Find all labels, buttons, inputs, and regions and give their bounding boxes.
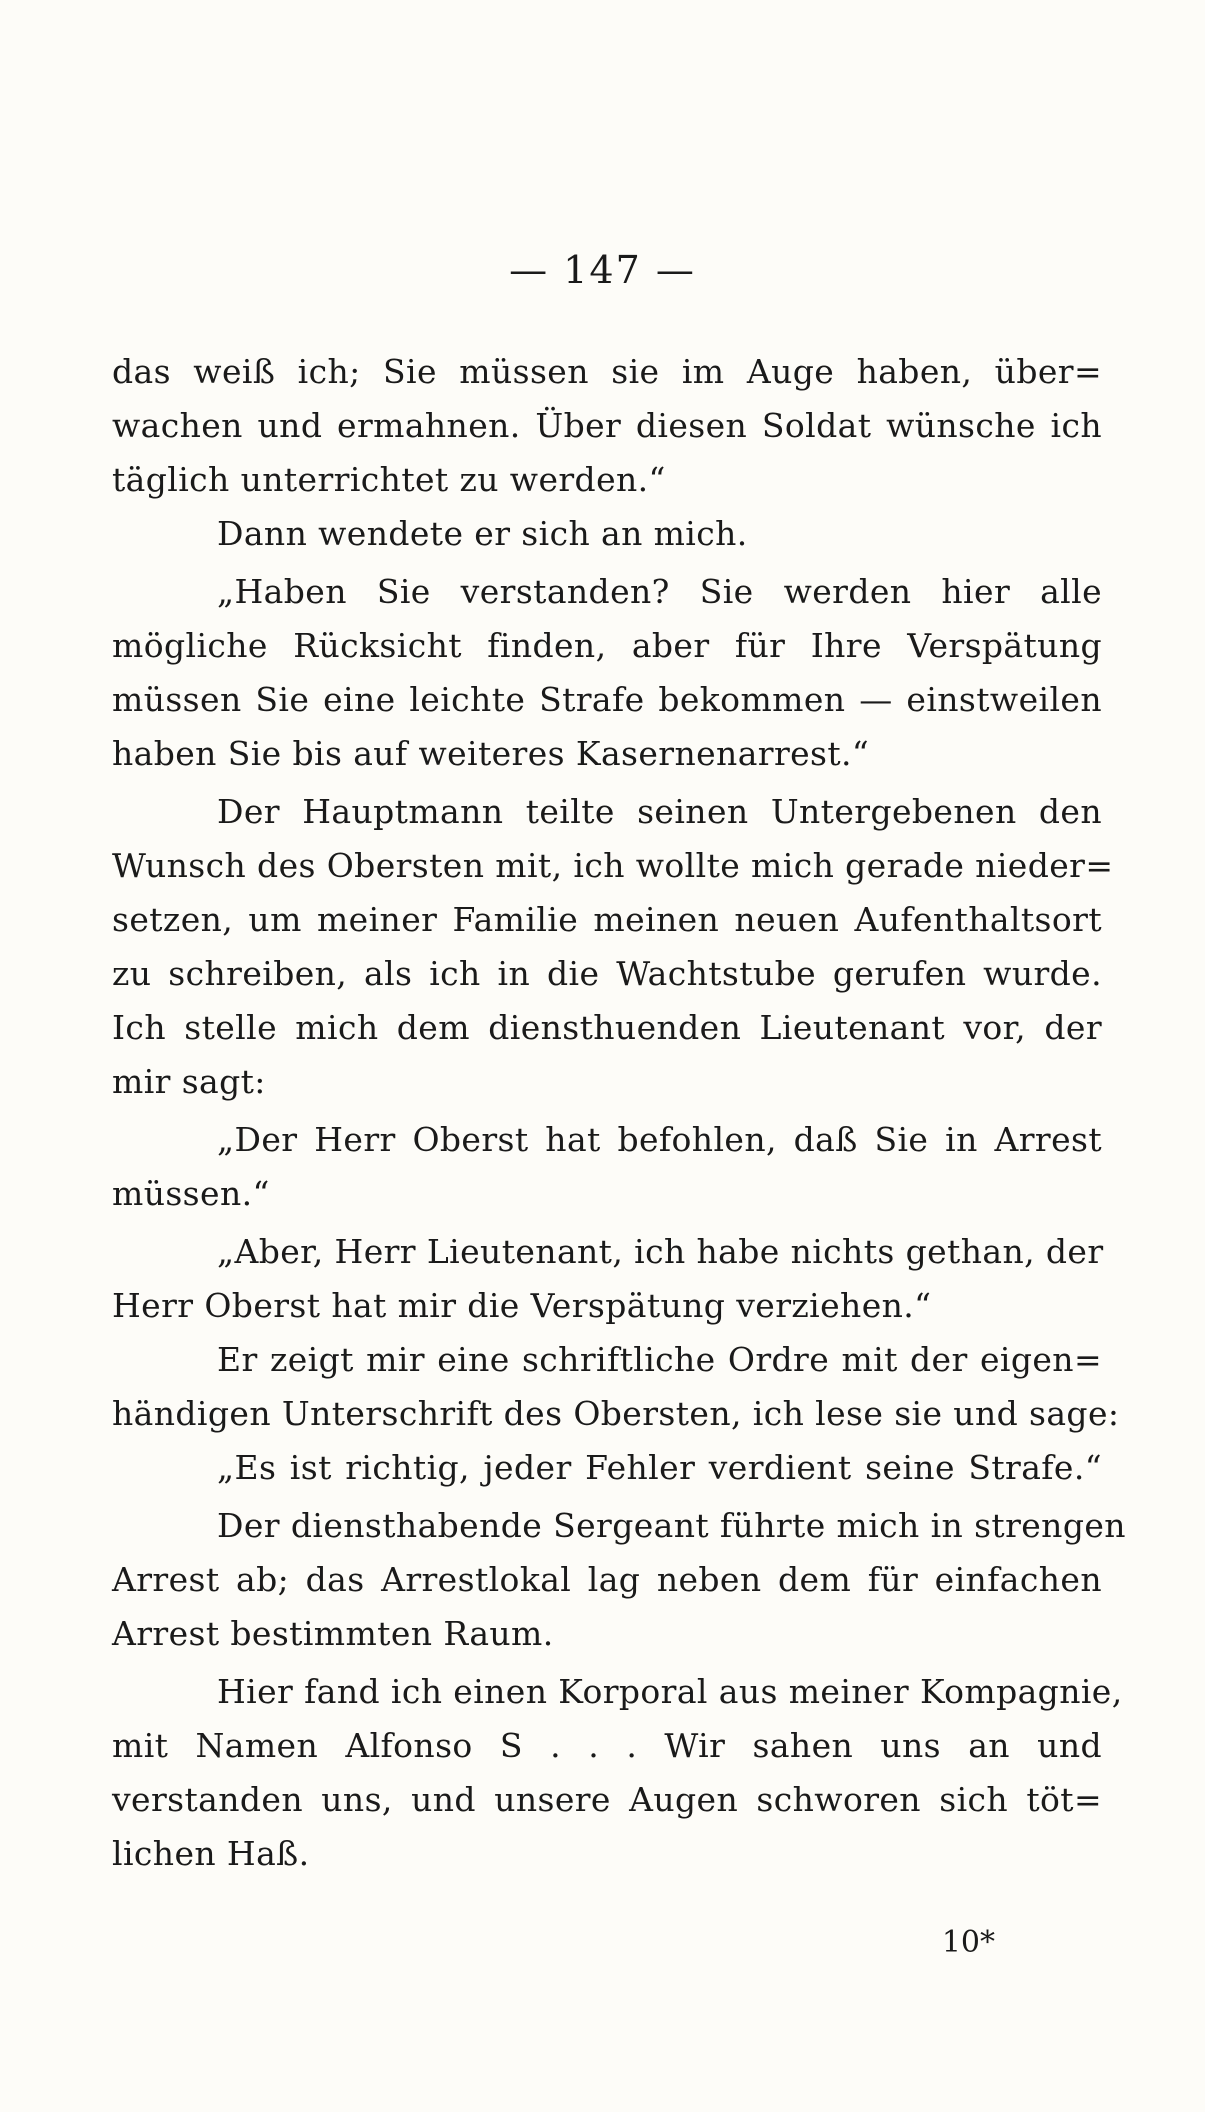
- text-line: verstanden uns, und unsere Augen schworen sich töt=: [112, 1780, 1102, 1819]
- text-line: Hier fand ich einen Korporal aus meiner Kompagnie,: [217, 1672, 1123, 1711]
- text-line: zu schreiben, als ich in die Wachtstube gerufen wurde.: [112, 954, 1102, 993]
- text-line: Ich stelle mich dem diensthuenden Lieutenant vor, der: [112, 1008, 1102, 1047]
- text-line: Herr Oberst hat mir die Verspätung verziehen.“: [112, 1286, 932, 1325]
- body-text: [112, 345, 1126, 1881]
- text-line: mit Namen Alfonso S . . . Wir sahen uns an und: [112, 1726, 1102, 1765]
- text-line: das weiß ich; Sie müssen sie im Auge haben, über=: [112, 352, 1102, 391]
- text-line: lichen Haß.: [112, 1834, 310, 1873]
- text-line: mögliche Rücksicht finden, aber für Ihre Verspätung: [112, 626, 1102, 665]
- text-line: Dann wendete er sich an mich.: [217, 514, 748, 553]
- text-line: Arrest bestimmten Raum.: [112, 1614, 554, 1653]
- text-line: setzen, um meiner Familie meinen neuen Aufenthaltsort: [112, 900, 1102, 939]
- text-line: müssen Sie eine leichte Strafe bekommen — einstweilen: [112, 680, 1102, 719]
- text-line: Wunsch des Obersten mit, ich wollte mich gerade nieder=: [112, 846, 1114, 885]
- text-line: Der Hauptmann teilte seinen Untergebenen den: [217, 792, 1102, 831]
- text-line: täglich unterrichtet zu werden.“: [112, 460, 666, 499]
- text-line: „Aber, Herr Lieutenant, ich habe nichts gethan, der: [217, 1232, 1104, 1271]
- text-line: Er zeigt mir eine schriftliche Ordre mit der eigen=: [217, 1340, 1102, 1379]
- text-line: Der diensthabende Sergeant führte mich in strengen: [217, 1506, 1126, 1545]
- text-line: „Haben Sie verstanden? Sie werden hier alle: [217, 572, 1102, 611]
- text-line: händigen Unterschrift des Obersten, ich lese sie und sage:: [112, 1394, 1120, 1433]
- signature-mark: 10*: [941, 1925, 995, 1960]
- text-line: Arrest ab; das Arrestlokal lag neben dem für einfachen: [112, 1560, 1102, 1599]
- text-line: mir sagt:: [112, 1062, 266, 1101]
- text-line: „Der Herr Oberst hat befohlen, daß Sie in Arrest: [217, 1120, 1102, 1159]
- page-number: — 147 —: [509, 248, 696, 292]
- text-line: müssen.“: [112, 1174, 270, 1213]
- text-line: „Es ist richtig, jeder Fehler verdient seine Strafe.“: [217, 1448, 1102, 1487]
- text-line: wachen und ermahnen. Über diesen Soldat wünsche ich: [112, 406, 1102, 445]
- text-line: haben Sie bis auf weiteres Kasernenarrest.“: [112, 734, 870, 773]
